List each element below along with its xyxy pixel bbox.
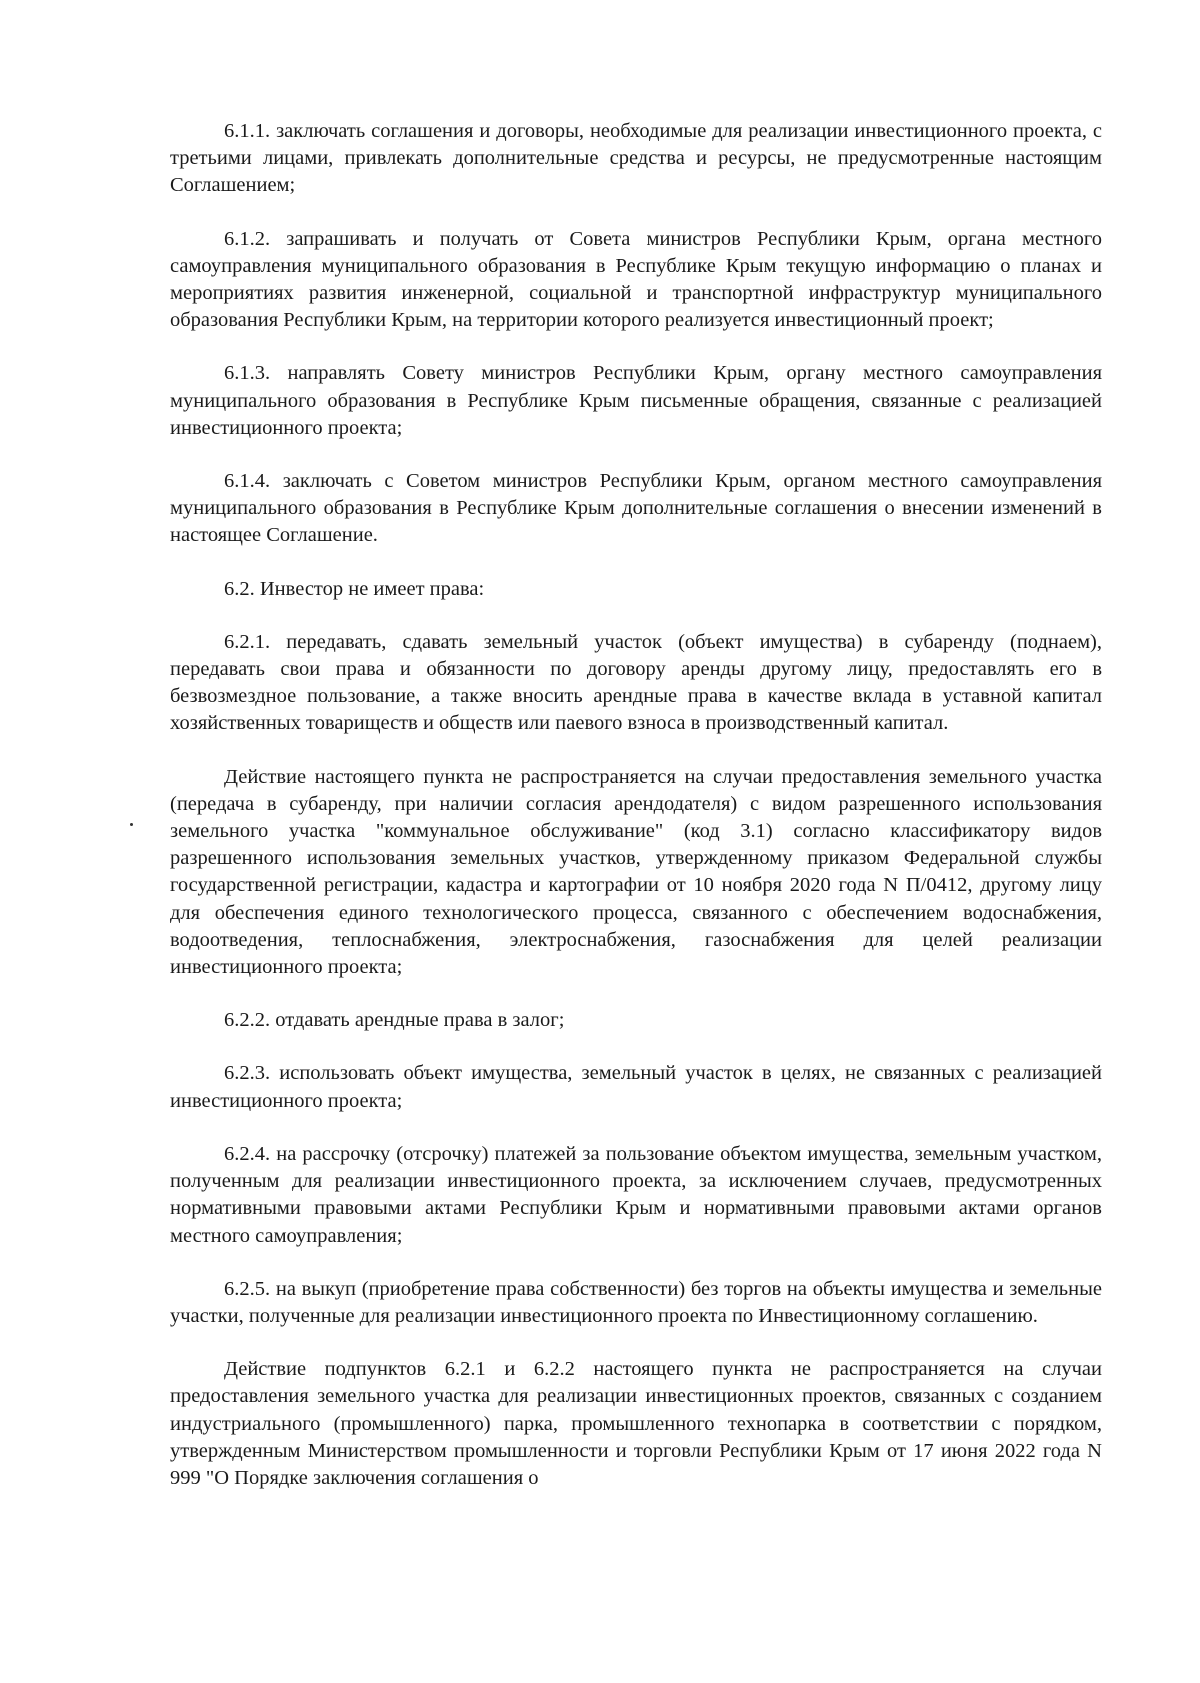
paragraph-6-1-4: 6.1.4. заключать с Советом министров Республики Крым, органом местного самоуправления муниципального образования в Республике Крым дополнительные соглашения о внесении изменений в настоящее Соглашение. xyxy=(170,470,1102,547)
scan-speck xyxy=(130,823,133,826)
paragraph-6-1-1: 6.1.1. заключать соглашения и договоры, необходимые для реализации инвестиционного проекта, с третьими лицами, привлекать дополнительные средства и ресурсы, не предусмотренные настоящим Соглашением; xyxy=(170,120,1102,197)
paragraph-6-2: 6.2. Инвестор не имеет права: xyxy=(224,577,485,600)
paragraph-6-2-4: 6.2.4. на рассрочку (отсрочку) платежей за пользование объектом имущества, земельным участком, полученным для реализации инвестиционного проекта, за исключением случаев, предусмотренных нормативными правовыми актами Республики Крым и нормативными правовыми актами органов местного самоуправления; xyxy=(170,1142,1102,1247)
paragraph-exception-6-2-1: Действие настоящего пункта не распространяется на случаи предоставления земельного участка (передача в субаренду, при наличии согласия арендодателя) с видом разрешенного использования земельного участка "коммунальное обслуживание" (код 3.1) согласно классификатору видов разрешенного использования земельных участков, утвержденному приказом Федеральной службы государственной регистрации, кадастра и картографии от 10 ноября 2020 года N П/0412, другому лицу для обеспечения единого технологического процесса, связанного с обеспечением водоснабжения, водоотведения, теплоснабжения, электроснабжения, газоснабжения для целей реализации инвестиционного проекта; xyxy=(170,765,1102,979)
paragraph-exception-subpoints: Действие подпунктов 6.2.1 и 6.2.2 настоящего пункта не распространяется на случаи предоставления земельного участка для реализации инвестиционных проектов, связанных с созданием индустриального (промышленного) парка, промышленного технопарка в соответствии с порядком, утвержденным Министерством промышленности и торговли Республики Крым от 17 июня 2022 года N 999 "О Порядке заключения соглашения о xyxy=(170,1358,1102,1489)
paragraph-6-2-5: 6.2.5. на выкуп (приобретение права собственности) без торгов на объекты имущества и земельные участки, полученные для реализации инвестиционного проекта по Инвестиционному соглашению. xyxy=(170,1277,1102,1327)
document-page xyxy=(170,118,1102,1516)
paragraph-6-1-2: 6.1.2. запрашивать и получать от Совета министров Республики Крым, органа местного самоуправления муниципального образования в Республике Крым текущую информацию о планах и мероприятиях развития инженерной, социальной и транспортной инфраструктур муниципального образования Республики Крым, на территории которого реализуется инвестиционный проект; xyxy=(170,227,1102,332)
paragraph-6-2-2: 6.2.2. отдавать арендные права в залог; xyxy=(224,1009,565,1032)
paragraph-6-1-3: 6.1.3. направлять Совету министров Республики Крым, органу местного самоуправления муниципального образования в Республике Крым письменные обращения, связанные с реализацией инвестиционного проекта; xyxy=(170,362,1102,439)
paragraph-6-2-3: 6.2.3. использовать объект имущества, земельный участок в целях, не связанных с реализацией инвестиционного проекта; xyxy=(170,1062,1102,1112)
paragraph-6-2-1: 6.2.1. передавать, сдавать земельный участок (объект имущества) в субаренду (поднаем), передавать свои права и обязанности по договору аренды другому лицу, предоставлять его в безвозмездное пользование, а также вносить арендные права в качестве вклада в уставной капитал хозяйственных товариществ и обществ или паевого взноса в производственный капитал. xyxy=(170,630,1102,735)
